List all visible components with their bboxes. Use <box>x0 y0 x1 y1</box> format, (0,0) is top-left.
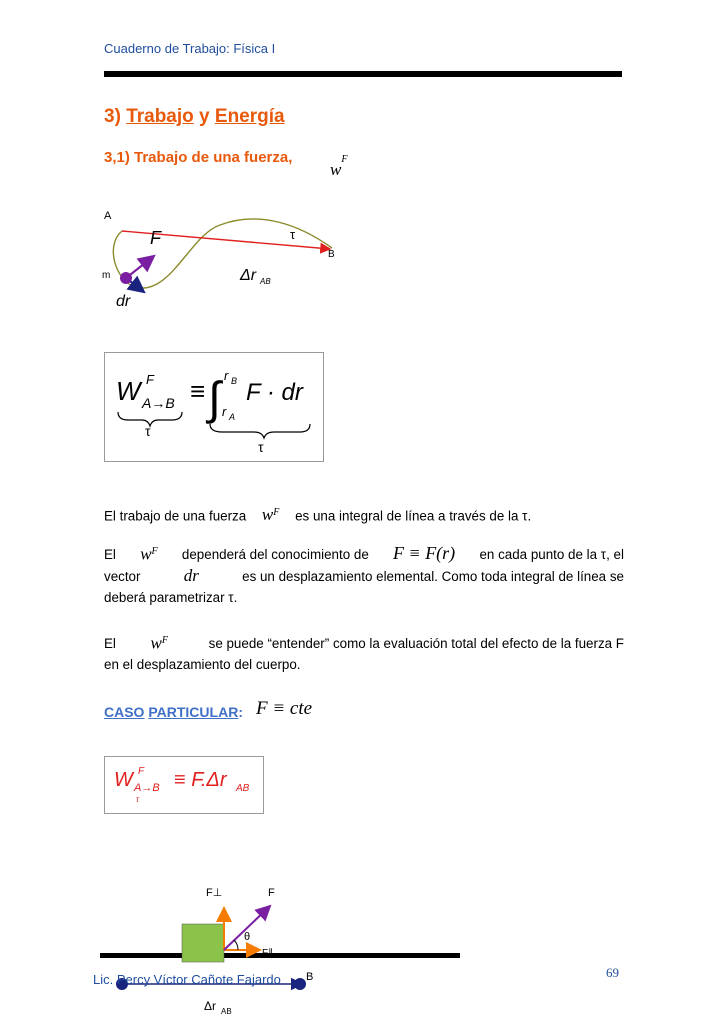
underbrace-right <box>210 424 310 438</box>
cf-lhs-subsub: τ <box>136 795 139 804</box>
label-displacement-sub: AB <box>260 277 271 286</box>
label-m: m <box>102 270 111 281</box>
section-heading <box>104 106 285 128</box>
special-case-heading: CASO PARTICULAR: <box>104 704 243 720</box>
cf-lhs: W <box>114 769 133 791</box>
footer-author: Lic. Percy Víctor Cañote Fajardo <box>93 972 281 987</box>
header-rule <box>104 71 622 77</box>
work-path-diagram <box>100 205 360 325</box>
label-b2: B <box>306 971 314 983</box>
mass-point <box>120 272 132 284</box>
int-upper-sub: B <box>231 376 238 386</box>
label-displacement: Δr <box>240 267 257 284</box>
integral-sign: ∫ <box>208 372 221 424</box>
label-dr2: Δr <box>204 999 217 1013</box>
section-conj: y <box>199 106 210 127</box>
subsection-symbol: $w^F$ <box>330 154 348 179</box>
cf-rhs: ≡ F.Δr <box>174 769 227 791</box>
formula-lhs: W <box>116 376 141 406</box>
ground-line <box>100 953 460 958</box>
label-theta: θ <box>244 931 251 943</box>
section-word-energia: Energía <box>214 106 285 127</box>
label-f-perp: F⊥ <box>206 887 223 899</box>
label-tau: τ <box>290 227 296 242</box>
int-lower-sub: A <box>229 412 236 422</box>
special-case-expr: F ≡ cte <box>256 698 313 719</box>
formula-lhs-sub: A→B <box>142 395 175 411</box>
document-header: Cuaderno de Trabajo: Física I <box>104 41 276 56</box>
formula-lhs-sup: F <box>146 372 154 387</box>
f-arrow <box>224 906 270 950</box>
section-number: 3) <box>104 106 121 127</box>
paragraph-3: El $w^F$ se puede “entender” como la evaluación total del efecto de la fuerza F en el desplazamiento del cuerpo. <box>104 633 624 673</box>
constant-force-formula <box>104 756 264 814</box>
cf-lhs-sup: F <box>138 766 145 777</box>
section-word-trabajo: Trabajo <box>126 106 194 127</box>
cf-rhs-sub: AB <box>236 783 250 794</box>
tau-left: τ <box>145 423 151 439</box>
int-lower: r <box>222 404 227 419</box>
work-definition-formula <box>104 352 324 460</box>
label-dr: dr <box>116 293 131 310</box>
label-dr2-sub: AB <box>221 1007 232 1016</box>
label-a: A <box>104 210 112 222</box>
label-force: F <box>150 228 161 248</box>
int-upper: r <box>224 368 229 383</box>
constant-force-diagram <box>100 880 460 1030</box>
integrand: F · dr <box>246 379 303 406</box>
subsection-heading <box>104 149 292 166</box>
formula-equiv: ≡ <box>190 376 206 406</box>
point-b <box>294 978 306 990</box>
paragraph-1: El trabajo de una fuerza $w^F$ es una integral de línea a través de la τ. <box>104 505 532 525</box>
label-f-par: F∥ <box>262 948 274 959</box>
theta-arc <box>234 940 238 950</box>
subsection-title: 3,1) Trabajo de una fuerza, <box>104 149 293 166</box>
path-curve <box>113 219 332 288</box>
block <box>182 924 224 962</box>
tau-right: τ <box>258 439 264 455</box>
paragraph-2: El $w^F$ dependerá del conocimiento de F ≡ F(r) en cada punto de la τ, el vector dr es un desplazamiento elemental. Como toda integral de línea se deberá parametrizar τ. <box>104 543 624 606</box>
label-f: F <box>268 887 275 899</box>
page-number: 69 <box>606 965 619 980</box>
cf-lhs-sub: A→B <box>134 782 160 794</box>
label-b: B <box>328 249 335 260</box>
